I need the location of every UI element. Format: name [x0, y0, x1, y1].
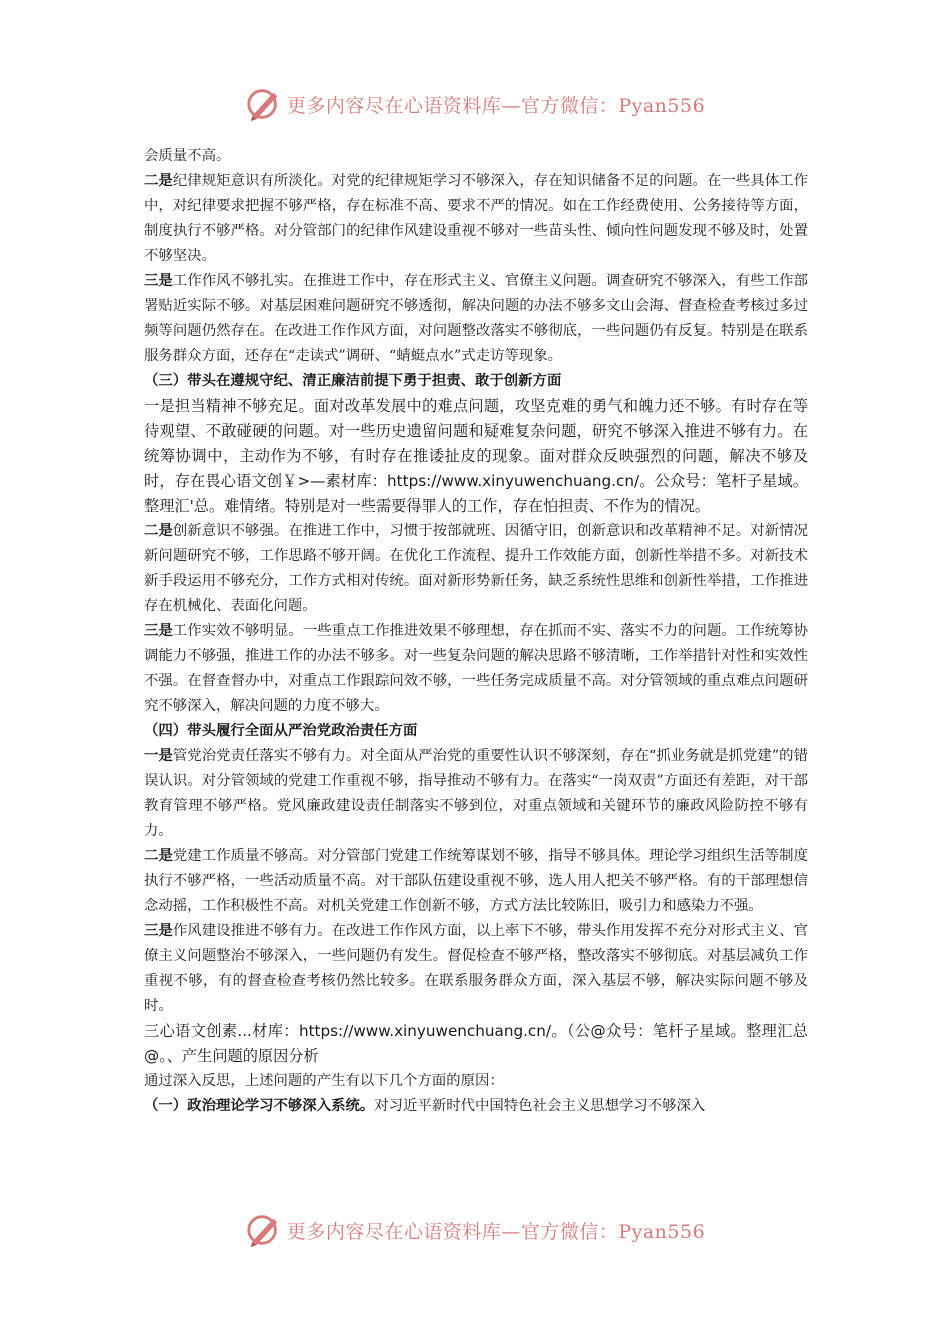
paragraph: 二是创新意识不够强。在推进工作中，习惯于按部就班、因循守旧，创新意识和改革精神不足。对新情况新问题研究不够，工作思路不够开阔。在优化工作流程、提升工作效能方面，创新性举措不多。对新技术新手段运用不够充分，工作方式相对传统。面对新形势新任务，缺乏系统性思维和创新性举措，工作推进存在机械化、表面化问题。 [144, 523, 808, 614]
paragraph: 二是纪律规矩意识有所淡化。对党的纪律规矩学习不够深入，存在知识储备不足的问题。在一些具体工作中，对纪律要求把握不够严格，存在标准不高、要求不严的情况。如在工作经费使用、公务接待等方面，制度执行不够严格。对分管部门的纪律作风建设重视不够对一些苗头性、倾向性问题发现不够及时，处置不够坚决。 [144, 173, 808, 264]
paragraph: 三是工作作风不够扎实。在推进工作中，存在形式主义、官僚主义问题。调查研究不够深入，有些工作部署贴近实际不够。对基层困难问题研究不够透彻，解决问题的办法不够多文山会海、督查检查考核过多过频等问题仍然存在。在改进工作作风方面，对问题整改落实不够彻底，一些问题仍有反复。特别是在联系服务群众方面，还存在“走读式”调研、“蜻蜓点水”式走访等现象。 [144, 273, 808, 364]
section-heading: （三）带头在遵规守纪、清正廉洁前提下勇于担责、敢于创新方面 [144, 373, 562, 389]
paragraph: 通过深入反思，上述问题的产生有以下几个方面的原因： [144, 1073, 504, 1089]
paragraph: 一是担当精神不够充足。面对改革发展中的难点问题，攻坚克难的勇气和魄力还不够。有时存在等待观望、不敢碰硬的问题。对一些历史遗留问题和疑难复杂问题，研究不够深入推进不够有力。在统筹协调中，主动作为不够，有时存在推诿扯皮的现象。面对群众反映强烈的问题，解决不够及时，存在畏心语文创￥>—素材库：https://www.xinyuwenchuang.cn/。公众号：笔杆子星域。整理汇'总。难情绪。特别是对一些需要得罪人的工作，存在怕担责、不作为的情况。 [144, 397, 809, 515]
banner-text: 更多内容尽在心语资料库—官方微信：Pyan556 [286, 94, 706, 117]
paragraph: 一是管党治党责任落实不够有力。对全面从严治党的重要性认识不够深刻，存在“抓业务就是抓党建”的错误认识。对分管领域的党建工作重视不够，指导推动不够有力。在落实“一岗双责”方面还有差距，对干部教育管理不够严格。党风廉政建设责任制落实不够到位，对重点领域和关键环节的廉政风险防控不够有力。 [144, 748, 808, 839]
banner-text: 更多内容尽在心语资料库—官方微信：Pyan556 [286, 1220, 706, 1243]
paragraph: 三是作风建设推进不够有力。在改进工作作风方面，以上率下不够，带头作用发挥不充分对形式主义、官僚主义问题整治不够深入，一些问题仍有发生。督促检查不够严格，整改落实不够彻底。对基层减负工作重视不够，有的督查检查考核仍然比较多。在联系服务群众方面，深入基层不够，解决实际问题不够及时。 [144, 923, 808, 1014]
paragraph: 三心语文创素...材库：https://www.xinyuwenchuang.cn/。（公@众号：笔杆子星域。整理汇总@。、产生问题的原因分析 [144, 1022, 808, 1065]
section-heading: （四）带头履行全面从严治党政治责任方面 [144, 723, 418, 739]
document-body [144, 144, 808, 1119]
paragraph: （一）政治理论学习不够深入系统。对习近平新时代中国特色社会主义思想学习不够深入 [144, 1098, 706, 1114]
pen-logo-icon [245, 1211, 283, 1249]
paragraph: 二是党建工作质量不够高。对分管部门党建工作统筹谋划不够，指导不够具体。理论学习组织生活等制度执行不够严格，一些活动质量不高。对干部队伍建设重视不够，选人用人把关不够严格。有的干部理想信念动摇，工作积极性不高。对机关党建工作创新不够，方式方法比较陈旧，吸引力和感染力不强。 [144, 848, 808, 914]
paragraph: 三是工作实效不够明显。一些重点工作推进效果不够理想，存在抓而不实、落实不力的问题。工作统筹协调能力不够强，推进工作的办法不够多。对一些复杂问题的解决思路不够清晰，工作举措针对性和实效性不强。在督查督办中，对重点工作跟踪问效不够，一些任务完成质量不高。对分管领域的重点难点问题研究不够深入，解决问题的力度不够大。 [144, 623, 808, 714]
paragraph: 会质量不高。 [144, 148, 231, 164]
pen-logo-icon [245, 85, 283, 123]
footer-watermark-banner [0, 1208, 950, 1252]
header-watermark-banner [0, 82, 950, 126]
